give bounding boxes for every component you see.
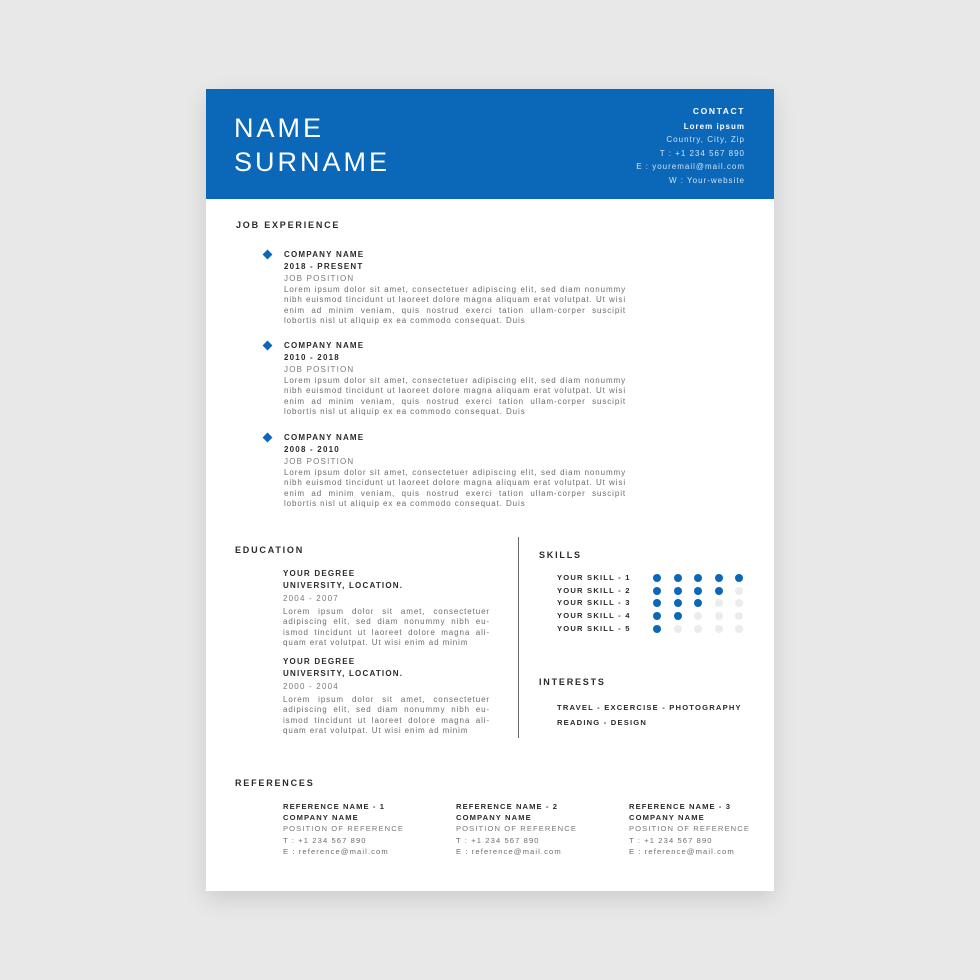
- skill-label: YOUR SKILL - 4: [557, 611, 631, 621]
- skill-dot-empty: [674, 625, 682, 633]
- skill-dot-filled: [653, 599, 661, 607]
- skill-dot-empty: [735, 599, 743, 607]
- resume-page: [206, 89, 774, 891]
- education-years: 2004 - 2007: [283, 594, 339, 603]
- reference-email: E : reference@mail.com: [456, 846, 562, 856]
- job-item: [284, 340, 626, 418]
- interests-list: [557, 700, 742, 730]
- job-description: Lorem ipsum dolor sit amet, consectetuer adipiscing elit, sed diam nonummy nibh euismod tincidunt ut laoreet dolore magna aliquam erat volutpat. Ut wisi enim ad minim veniam, quis nostrud exerci tation ullam-corper suscipit lobortis nisl ut aliquip ex ea commodo consequat. Duis: [284, 468, 626, 509]
- skill-label: YOUR SKILL - 5: [557, 623, 631, 633]
- reference-item: [456, 801, 616, 857]
- reference-phone: T : +1 234 567 890: [283, 835, 367, 845]
- education-item: [283, 568, 490, 649]
- skill-dot-filled: [735, 574, 743, 582]
- skill-label: YOUR SKILL - 1: [557, 573, 631, 582]
- reference-position: POSITION OF REFERENCE: [456, 824, 577, 834]
- contact-country-line: Country, City, Zip: [666, 135, 745, 144]
- skill-dot-filled: [653, 587, 661, 595]
- job-description: Lorem ipsum dolor sit amet, consectetuer adipiscing elit, sed diam nonummy nibh euismod tincidunt ut laoreet dolore magna aliquam erat volutpat. Ut wisi enim ad minim veniam, quis nostrud exerci tation ullam-corper suscipit lobortis nisl ut aliquip ex ea commodo consequat. Duis: [284, 376, 626, 417]
- education-title: EDUCATION: [235, 545, 305, 555]
- reference-position: POSITION OF REFERENCE: [629, 824, 750, 834]
- reference-name: REFERENCE NAME - 3: [629, 802, 732, 811]
- job-experience-title: JOB EXPERIENCE: [236, 220, 341, 230]
- skill-dot-empty: [735, 587, 743, 595]
- job-company: COMPANY NAME: [284, 250, 365, 259]
- skill-dot-filled: [674, 587, 682, 595]
- job-position: JOB POSITION: [284, 274, 355, 283]
- header-banner: [206, 89, 774, 199]
- skill-dot-filled: [653, 625, 661, 633]
- skill-label: YOUR SKILL - 2: [557, 585, 631, 595]
- contact-website: W : Your-website: [668, 175, 745, 185]
- reference-phone: T : +1 234 567 890: [456, 835, 540, 845]
- reference-item: [629, 801, 789, 857]
- skill-dot-filled: [674, 612, 682, 620]
- job-item: [284, 249, 626, 327]
- education-description: Lorem ipsum dolor sit amet, consectetuer adipiscing elit, sed diam nonummy nibh eu-ismod tincidunt ut laoreet dolore magna ali-quam erat volutpat. Ut wisi enim ad minim: [283, 607, 490, 648]
- job-description: Lorem ipsum dolor sit amet, consectetuer adipiscing elit, sed diam nonummy nibh euismod tincidunt ut laoreet dolore magna aliquam erat volutpat. Ut wisi enim ad minim veniam, quis nostrud exerci tation ullam-corper suscipit lobortis nisl ut aliquip ex ea commodo consequat. Duis: [284, 285, 626, 326]
- skill-dot-empty: [694, 612, 702, 620]
- bullet-diamond-icon: [263, 433, 273, 443]
- job-years: 2010 - 2018: [284, 353, 340, 362]
- skill-dot-filled: [653, 574, 661, 582]
- column-divider: [518, 537, 519, 738]
- skill-dot-filled: [694, 587, 702, 595]
- education-degree: YOUR DEGREE: [283, 657, 356, 666]
- reference-company: COMPANY NAME: [456, 813, 532, 823]
- interests-line: TRAVEL - EXCERCISE - PHOTOGRAPHY: [557, 703, 742, 712]
- references-title: REFERENCES: [235, 778, 315, 788]
- bullet-diamond-icon: [263, 341, 273, 351]
- job-item: [284, 432, 626, 510]
- skill-dot-filled: [715, 574, 723, 582]
- job-company: COMPANY NAME: [284, 433, 365, 442]
- reference-phone: T : +1 234 567 890: [629, 835, 713, 845]
- contact-title: CONTACT: [692, 106, 745, 116]
- interests-title: INTERESTS: [539, 677, 606, 687]
- contact-phone: T : +1 234 567 890: [659, 148, 745, 158]
- skill-dot-empty: [735, 625, 743, 633]
- reference-name: REFERENCE NAME - 1: [283, 802, 386, 811]
- skill-dot-empty: [715, 625, 723, 633]
- skill-dot-empty: [715, 599, 723, 607]
- skill-dot-filled: [674, 574, 682, 582]
- skill-dot-filled: [715, 587, 723, 595]
- bullet-diamond-icon: [263, 250, 273, 260]
- education-item: [283, 656, 490, 737]
- skill-label: YOUR SKILL - 3: [557, 598, 631, 608]
- skill-dot-filled: [674, 599, 682, 607]
- reference-email: E : reference@mail.com: [629, 846, 735, 856]
- skill-dot-filled: [653, 612, 661, 620]
- reference-name: REFERENCE NAME - 2: [456, 802, 559, 811]
- reference-company: COMPANY NAME: [629, 813, 705, 823]
- reference-position: POSITION OF REFERENCE: [283, 824, 404, 834]
- education-years: 2000 - 2004: [283, 682, 339, 691]
- first-name: NAME: [234, 113, 325, 143]
- surname: SURNAME: [234, 147, 391, 177]
- reference-company: COMPANY NAME: [283, 813, 359, 823]
- job-position: JOB POSITION: [284, 457, 355, 466]
- skill-dot-empty: [715, 612, 723, 620]
- skill-dot-filled: [694, 574, 702, 582]
- contact-address-line: Lorem ipsum: [683, 121, 745, 131]
- contact-email: E : youremail@mail.com: [636, 162, 745, 171]
- skills-title: SKILLS: [539, 550, 582, 560]
- skill-dot-empty: [694, 625, 702, 633]
- reference-item: [283, 801, 443, 857]
- education-university: UNIVERSITY, LOCATION.: [283, 669, 404, 678]
- job-years: 2018 - PRESENT: [284, 262, 364, 271]
- interests-line: READING - DESIGN: [557, 718, 648, 727]
- education-degree: YOUR DEGREE: [283, 569, 356, 578]
- skill-dot-filled: [694, 599, 702, 607]
- contact-block: [636, 105, 745, 187]
- skill-dot-empty: [735, 612, 743, 620]
- job-years: 2008 - 2010: [284, 445, 340, 454]
- education-university: UNIVERSITY, LOCATION.: [283, 581, 404, 590]
- reference-email: E : reference@mail.com: [283, 846, 389, 856]
- education-description: Lorem ipsum dolor sit amet, consectetuer adipiscing elit, sed diam nonummy nibh eu-ismod tincidunt ut laoreet dolore magna ali-quam erat volutpat. Ut wisi enim ad minim: [283, 695, 490, 736]
- job-company: COMPANY NAME: [284, 341, 365, 350]
- job-position: JOB POSITION: [284, 365, 355, 374]
